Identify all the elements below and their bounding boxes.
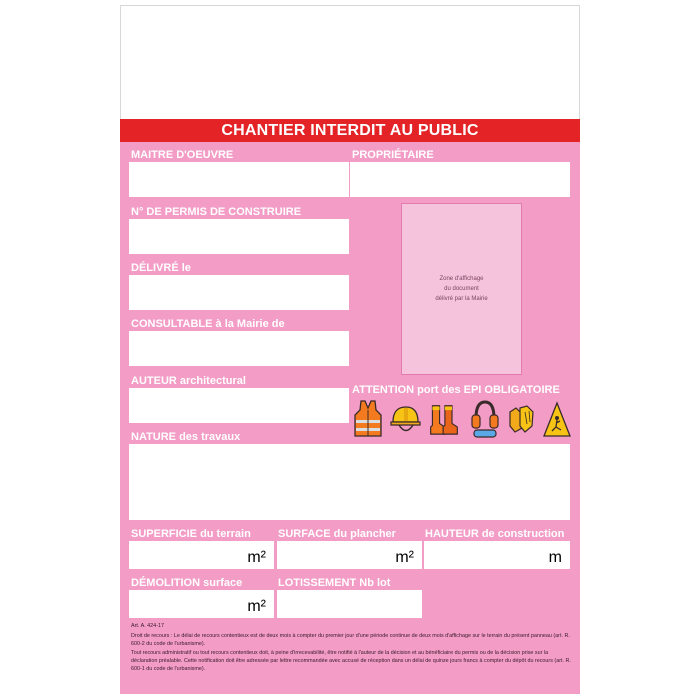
unit-m2: m² xyxy=(395,549,414,566)
field-permis[interactable] xyxy=(129,219,349,254)
label-lotissement: LOTISSEMENT Nb lot xyxy=(278,577,391,589)
wet-floor-sign-icon xyxy=(541,398,573,440)
document-display-zone xyxy=(401,203,522,375)
label-consultable: CONSULTABLE à la Mairie de xyxy=(131,318,285,330)
document-zone-line3: délivré par la Mairie xyxy=(435,296,488,302)
hard-hat-icon xyxy=(389,398,421,440)
legal-recours-paragraph: Droit de recours : Le délai de recours contentieux est de deux mois à compter du premier jour d'une période continue de deux mois d'affichage sur le terrain du présent panneau (art. R. 600-2 du code de l'urbanisme). xyxy=(131,633,570,648)
document-zone-line1: Zone d'affichage xyxy=(439,276,484,282)
field-maitre-oeuvre[interactable] xyxy=(129,162,349,197)
label-demolition: DÉMOLITION surface xyxy=(131,577,243,589)
ear-protection-icon xyxy=(469,398,501,440)
field-proprietaire[interactable] xyxy=(350,162,570,197)
label-proprietaire: PROPRIÉTAIRE xyxy=(352,149,434,161)
safety-boots-icon xyxy=(428,398,460,440)
label-hauteur: HAUTEUR de construction xyxy=(425,528,565,540)
gloves-icon xyxy=(505,398,537,440)
banner-title: CHANTIER INTERDIT AU PUBLIC xyxy=(120,119,580,142)
field-plancher[interactable] xyxy=(277,541,422,569)
epi-warning-title: ATTENTION port des EPI OBLIGATOIRE xyxy=(352,384,560,396)
document-zone-line2: du document xyxy=(444,286,479,292)
field-consultable[interactable] xyxy=(129,331,349,366)
field-hauteur[interactable] xyxy=(424,541,570,569)
label-permis: N° DE PERMIS DE CONSTRUIRE xyxy=(131,206,302,218)
unit-m: m xyxy=(548,549,562,566)
label-delivre: DÉLIVRÉ le xyxy=(131,262,191,274)
field-nature[interactable] xyxy=(129,444,570,520)
field-delivre[interactable] xyxy=(129,275,349,310)
unit-m2: m² xyxy=(247,598,266,615)
label-maitre-oeuvre: MAITRE D'OEUVRE xyxy=(131,149,234,161)
field-demolition[interactable] xyxy=(129,590,274,618)
unit-m2: m² xyxy=(247,549,266,566)
field-auteur[interactable] xyxy=(129,388,349,423)
field-superficie[interactable] xyxy=(129,541,274,569)
safety-vest-icon xyxy=(352,398,384,440)
label-nature: NATURE des travaux xyxy=(131,431,241,443)
legal-reference: Art. A. 424-17 xyxy=(131,623,164,629)
field-lotissement[interactable] xyxy=(277,590,422,618)
label-plancher: SURFACE du plancher xyxy=(278,528,396,540)
label-superficie: SUPERFICIE du terrain xyxy=(131,528,251,540)
legal-notification-paragraph: Tout recours administratif ou tout recours contentieux doit, à peine d'irrecevabilité, être notifié à l'auteur de la décision et au bénéficiaire du permis ou de la décision prise sur la déclaration préalable. Cette notification doit être adressée par lettre recommandée avec accusé de réception dans un délai de quinze jours francs à compter du dépôt du recours (art. R. 600-1 du code de l'urbanisme). xyxy=(131,650,571,673)
label-auteur: AUTEUR architectural xyxy=(131,375,246,387)
